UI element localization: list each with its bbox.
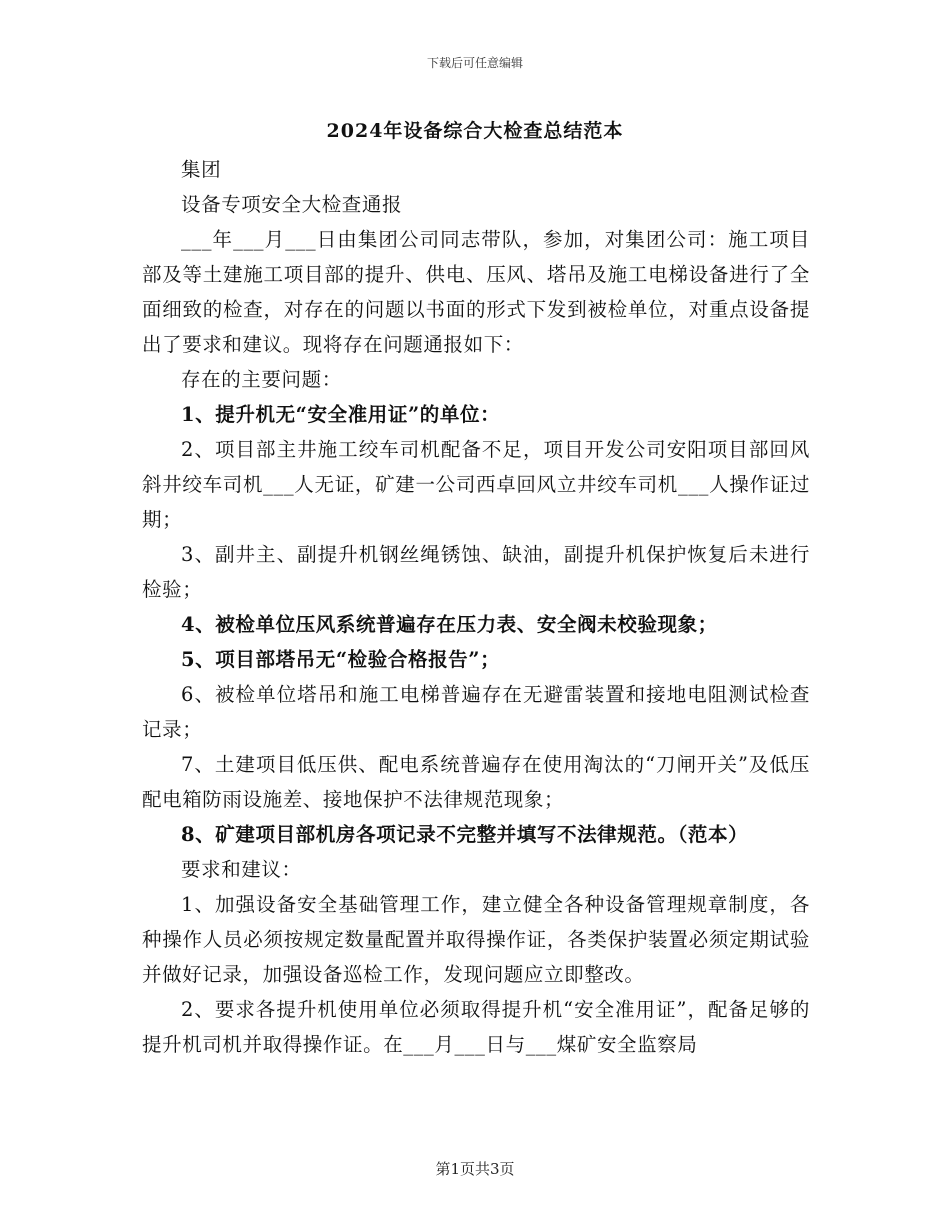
paragraph-14: 1、加强设备安全基础管理工作，建立健全各种设备管理规章制度，各种操作人员必须按规定数量配置并取得操作证，各类保护装置必须定期试验并做好记录，加强设备巡检工作，发现问题应立即整改。 <box>142 893 810 986</box>
paragraph-10: 6、被检单位塔吊和施工电梯普遍存在无避雷装置和接地电阻测试检查记录； <box>142 683 810 741</box>
document-title: 2024年设备综合大检查总结范本 <box>326 120 624 142</box>
paragraph-5: 1、提升机无“安全准用证”的单位： <box>181 403 501 426</box>
paragraph-3: ___年___月___日由集团公司同志带队，参加，对集团公司：施工项目部及等土建施工项目部的提升、供电、压风、塔吊及施工电梯设备进行了全面细致的检查，对存在的问题以书面的形式下发到被检单位，对重点设备提出了要求和建议。现将存在问题通报如下： <box>142 228 810 356</box>
paragraph-7: 3、副井主、副提升机钢丝绳锈蚀、缺油，副提升机保护恢复后未进行检验； <box>142 543 810 601</box>
page-indicator: 第1页共3页 <box>435 1160 515 1178</box>
paragraph-2: 设备专项安全大检查通报 <box>181 193 403 216</box>
paragraph-6: 2、项目部主井施工绞车司机配备不足，项目开发公司安阳项目部回风斜井绞车司机___人无证，矿建一公司西卓回风立井绞车司机___人操作证过期； <box>142 438 810 531</box>
document-body <box>142 152 810 1062</box>
paragraph-15: 2、要求各提升机使用单位必须取得提升机“安全准用证”，配备足够的提升机司机并取得操作证。在___月___日与___煤矿安全监察局 <box>142 998 810 1056</box>
paragraph-4: 存在的主要问题： <box>181 368 342 391</box>
paragraph-8: 4、被检单位压风系统普遍存在压力表、安全阀未校验现象； <box>181 613 718 636</box>
paragraph-9: 5、项目部塔吊无“检验合格报告”； <box>181 648 501 671</box>
paragraph-12: 8、矿建项目部机房各项记录不完整并填写不法律规范。（范本） <box>181 823 749 846</box>
paragraph-11: 7、土建项目低压供、配电系统普遍存在使用淘汰的“刀闸开关”及低压配电箱防雨设施差、接地保护不法律规范现象； <box>142 753 810 811</box>
header-note: 下载后可任意编辑 <box>426 56 523 70</box>
paragraph-13: 要求和建议： <box>181 858 302 881</box>
paragraph-1: 集团 <box>181 158 222 181</box>
